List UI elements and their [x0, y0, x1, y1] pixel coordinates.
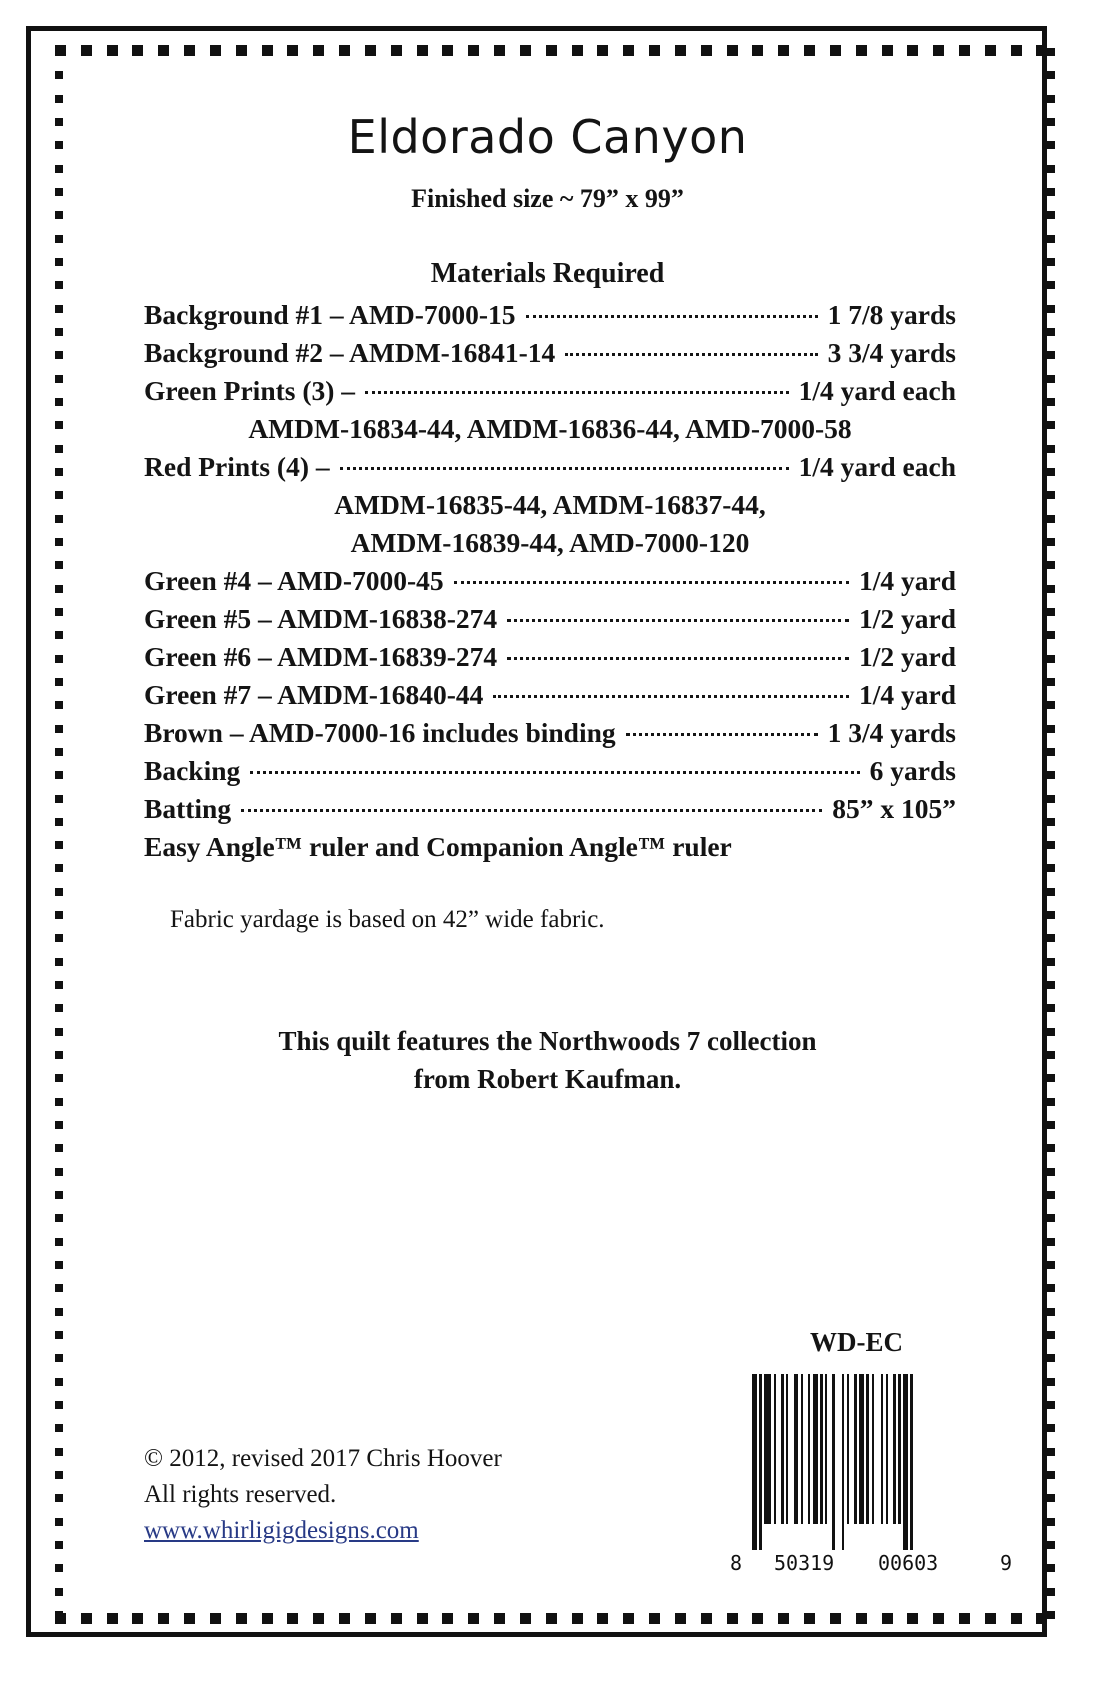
border-square	[55, 1588, 63, 1596]
border-square	[236, 45, 247, 56]
material-quantity: 1/4 yard each	[798, 375, 956, 406]
border-square	[1047, 1494, 1055, 1502]
border-square	[55, 701, 63, 709]
material-row	[144, 410, 956, 448]
border-square	[55, 561, 63, 569]
border-square	[1047, 1238, 1055, 1246]
material-row	[144, 638, 956, 676]
border-square	[55, 585, 63, 593]
border-square	[1047, 748, 1055, 756]
border-square	[1047, 911, 1055, 919]
material-label: Brown – AMD-7000-16 includes binding	[144, 717, 616, 748]
barcode-bar	[903, 1374, 908, 1550]
border-square	[55, 841, 63, 849]
border-square	[494, 1613, 505, 1624]
border-square	[1047, 1564, 1055, 1572]
border-square	[1047, 538, 1055, 546]
border-square	[1047, 1214, 1055, 1222]
barcode-bar	[813, 1374, 818, 1524]
barcode-bar	[854, 1374, 857, 1524]
border-square	[1011, 45, 1022, 56]
border-square	[1047, 1611, 1055, 1619]
border-square	[55, 795, 63, 803]
border-square	[1047, 235, 1055, 243]
border-square	[520, 1613, 531, 1624]
border-square	[365, 1613, 376, 1624]
border-square	[55, 1518, 63, 1526]
border-square	[55, 1471, 63, 1479]
border-square	[1047, 1354, 1055, 1362]
material-label: Green #6 – AMDM-16839-274	[144, 641, 498, 672]
border-square	[55, 165, 63, 173]
border-square	[210, 1613, 221, 1624]
border-square	[1047, 445, 1055, 453]
border-square	[1047, 351, 1055, 359]
dot-leader	[340, 467, 789, 470]
border-square	[158, 1613, 169, 1624]
border-square	[132, 1613, 143, 1624]
barcode-digit-last: 9	[1000, 1551, 1013, 1575]
border-square	[55, 1004, 63, 1012]
border-square	[649, 45, 660, 56]
border-square	[391, 45, 402, 56]
finished-size: Finished size ~ 79” x 99”	[411, 184, 684, 213]
border-square	[55, 1168, 63, 1176]
border-square	[55, 1401, 63, 1409]
border-square	[1047, 1331, 1055, 1339]
border-square	[55, 1378, 63, 1386]
material-quantity: 1 3/4 yards	[827, 717, 956, 748]
material-label: Green #5 – AMDM-16838-274	[144, 603, 498, 634]
border-square	[1047, 1448, 1055, 1456]
border-square	[572, 45, 583, 56]
border-square	[132, 45, 143, 56]
material-quantity: 1/4 yard	[858, 679, 956, 710]
border-square	[1047, 48, 1055, 56]
border-square	[1047, 608, 1055, 616]
barcode-bar	[752, 1374, 757, 1550]
copyright-line-1: © 2012, revised 2017 Chris Hoover	[144, 1445, 502, 1472]
border-square	[1047, 515, 1055, 523]
barcode-bar	[898, 1374, 901, 1524]
border-square	[107, 45, 118, 56]
border-square	[55, 1611, 63, 1619]
material-label: AMDM-16834-44, AMDM-16836-44, AMD-7000-58	[248, 413, 852, 444]
border-square	[1047, 1308, 1055, 1316]
border-square	[287, 45, 298, 56]
border-square	[1047, 841, 1055, 849]
border-square	[55, 678, 63, 686]
border-square	[55, 1448, 63, 1456]
border-square	[1047, 561, 1055, 569]
border-square	[778, 1613, 789, 1624]
border-square	[55, 351, 63, 359]
border-square	[907, 45, 918, 56]
feature-line-2: from Robert Kaufman.	[413, 1064, 682, 1094]
border-square	[1047, 71, 1055, 79]
dot-leader	[626, 733, 818, 736]
material-label: Green #7 – AMDM-16840-44	[144, 679, 484, 710]
border-square	[81, 1613, 92, 1624]
barcode-bar	[825, 1374, 827, 1524]
border-square	[55, 1238, 63, 1246]
border-square	[442, 45, 453, 56]
border-square	[55, 1424, 63, 1432]
border-square	[262, 1613, 273, 1624]
barcode	[728, 1370, 1013, 1575]
material-row	[144, 334, 956, 372]
border-square	[701, 45, 712, 56]
border-square	[1047, 771, 1055, 779]
material-row	[144, 790, 956, 828]
material-row	[144, 600, 956, 638]
material-label: Red Prints (4) –	[144, 451, 330, 482]
border-square	[959, 1613, 970, 1624]
border-square	[1047, 1378, 1055, 1386]
border-square	[158, 45, 169, 56]
border-square	[1047, 1098, 1055, 1106]
border-square	[417, 1613, 428, 1624]
border-square	[55, 1214, 63, 1222]
border-square	[55, 1564, 63, 1572]
border-square	[55, 95, 63, 103]
barcode-bars	[752, 1374, 996, 1554]
material-row	[144, 486, 956, 524]
barcode-bar	[886, 1374, 888, 1524]
border-square	[830, 1613, 841, 1624]
border-square	[1047, 678, 1055, 686]
copyright-line-2: All rights reserved.	[144, 1481, 337, 1508]
border-square	[830, 45, 841, 56]
border-square	[1047, 864, 1055, 872]
border-square	[804, 45, 815, 56]
border-square	[1047, 375, 1055, 383]
border-square	[546, 45, 557, 56]
border-square	[1047, 398, 1055, 406]
border-square	[1047, 1424, 1055, 1432]
barcode-digit-group-2: 00603	[878, 1551, 939, 1575]
border-square	[1047, 934, 1055, 942]
barcode-bar	[847, 1374, 849, 1524]
border-square	[468, 1613, 479, 1624]
material-row	[144, 828, 956, 866]
border-square	[675, 45, 686, 56]
border-square	[1047, 888, 1055, 896]
material-quantity: 1 7/8 yards	[827, 299, 956, 330]
material-quantity: 1/4 yard each	[798, 451, 956, 482]
pattern-title: Eldorado Canyon	[347, 110, 748, 164]
material-label: AMDM-16839-44, AMD-7000-120	[350, 527, 750, 558]
border-square	[675, 1613, 686, 1624]
border-square	[1036, 1613, 1047, 1624]
dot-leader	[565, 353, 817, 356]
border-square	[1047, 1471, 1055, 1479]
border-square	[623, 45, 634, 56]
border-square	[1047, 958, 1055, 966]
border-square	[1047, 1144, 1055, 1152]
barcode-digit-first: 8	[730, 1551, 743, 1575]
border-square	[1047, 818, 1055, 826]
border-square	[313, 45, 324, 56]
border-square	[55, 421, 63, 429]
material-label: Green #4 – AMD-7000-45	[144, 565, 444, 596]
border-square	[55, 981, 63, 989]
material-quantity: 3 3/4 yards	[827, 337, 956, 368]
border-square	[907, 1613, 918, 1624]
border-square	[1047, 1168, 1055, 1176]
border-square	[1047, 1541, 1055, 1549]
border-square	[1047, 1588, 1055, 1596]
border-square	[520, 45, 531, 56]
border-square	[210, 45, 221, 56]
border-square	[597, 45, 608, 56]
border-square	[184, 45, 195, 56]
border-square	[81, 45, 92, 56]
border-square	[933, 45, 944, 56]
copyright-block	[144, 1441, 502, 1549]
border-square	[55, 305, 63, 313]
border-square	[468, 45, 479, 56]
border-square	[391, 1613, 402, 1624]
border-square	[55, 725, 63, 733]
border-square	[959, 45, 970, 56]
barcode-bar	[781, 1374, 784, 1524]
border-square	[856, 1613, 867, 1624]
border-square	[184, 1613, 195, 1624]
border-square	[933, 1613, 944, 1624]
barcode-bar	[759, 1374, 762, 1550]
website-link[interactable]: www.whirligigdesigns.com	[144, 1517, 419, 1544]
border-square	[107, 1613, 118, 1624]
material-quantity: 85” x 105”	[832, 793, 956, 824]
border-square	[55, 1331, 63, 1339]
product-code: WD-EC	[810, 1327, 903, 1357]
decorative-border-top	[55, 45, 1048, 57]
border-square	[752, 45, 763, 56]
border-square	[1047, 655, 1055, 663]
material-label: Easy Angle™ ruler and Companion Angle™ ruler	[144, 831, 732, 862]
barcode-bar	[910, 1374, 913, 1550]
border-square	[339, 1613, 350, 1624]
border-square	[1047, 701, 1055, 709]
material-label: AMDM-16835-44, AMDM-16837-44,	[334, 489, 766, 520]
feature-line-1: This quilt features the Northwoods 7 collection	[278, 1026, 817, 1056]
border-square	[55, 235, 63, 243]
border-square	[55, 48, 63, 56]
border-square	[55, 748, 63, 756]
border-square	[442, 1613, 453, 1624]
border-square	[1047, 1004, 1055, 1012]
border-square	[262, 45, 273, 56]
barcode-bar	[764, 1374, 771, 1524]
border-square	[55, 71, 63, 79]
barcode-bar	[794, 1374, 797, 1524]
border-square	[55, 864, 63, 872]
border-square	[55, 934, 63, 942]
dot-leader	[493, 695, 849, 698]
border-square	[55, 771, 63, 779]
border-square	[55, 445, 63, 453]
dot-leader	[507, 657, 849, 660]
dot-leader	[365, 391, 789, 394]
border-square	[882, 45, 893, 56]
border-square	[55, 1541, 63, 1549]
border-square	[55, 1191, 63, 1199]
border-square	[804, 1613, 815, 1624]
border-square	[55, 818, 63, 826]
border-square	[1047, 585, 1055, 593]
border-square	[1047, 1121, 1055, 1129]
barcode-bar	[832, 1374, 835, 1550]
border-square	[1047, 631, 1055, 639]
border-square	[727, 45, 738, 56]
border-square	[55, 538, 63, 546]
material-row	[144, 562, 956, 600]
border-square	[339, 45, 350, 56]
material-quantity: 1/2 yard	[858, 603, 956, 634]
border-square	[1047, 328, 1055, 336]
border-square	[727, 1613, 738, 1624]
dot-leader	[507, 619, 849, 622]
border-square	[985, 45, 996, 56]
border-square	[55, 328, 63, 336]
border-square	[55, 1308, 63, 1316]
border-square	[55, 911, 63, 919]
border-square	[752, 1613, 763, 1624]
material-quantity: 6 yards	[869, 755, 956, 786]
barcode-bar	[866, 1374, 869, 1524]
dot-leader	[454, 581, 849, 584]
border-square	[1047, 725, 1055, 733]
border-square	[1047, 1518, 1055, 1526]
border-square	[494, 45, 505, 56]
material-row	[144, 714, 956, 752]
border-square	[236, 1613, 247, 1624]
border-square	[1047, 795, 1055, 803]
border-square	[1047, 1284, 1055, 1292]
border-square	[287, 1613, 298, 1624]
border-square	[417, 45, 428, 56]
border-square	[1047, 1401, 1055, 1409]
material-quantity: 1/2 yard	[858, 641, 956, 672]
border-square	[55, 1284, 63, 1292]
barcode-bar	[786, 1374, 788, 1524]
border-square	[1047, 95, 1055, 103]
border-square	[55, 958, 63, 966]
border-square	[313, 1613, 324, 1624]
barcode-bar	[801, 1374, 803, 1524]
border-square	[55, 491, 63, 499]
border-square	[55, 1121, 63, 1129]
material-label: Batting	[144, 793, 232, 824]
border-square	[1047, 1191, 1055, 1199]
decorative-border-bottom	[55, 1613, 1048, 1625]
border-square	[1011, 1613, 1022, 1624]
border-square	[1047, 305, 1055, 313]
material-row	[144, 448, 956, 486]
border-square	[1047, 468, 1055, 476]
border-square	[1047, 491, 1055, 499]
border-square	[985, 1613, 996, 1624]
border-square	[55, 608, 63, 616]
border-square	[55, 468, 63, 476]
border-square	[55, 1354, 63, 1362]
dot-leader	[241, 809, 822, 812]
border-square	[55, 375, 63, 383]
border-square	[55, 1098, 63, 1106]
border-square	[546, 1613, 557, 1624]
material-row	[144, 676, 956, 714]
materials-list	[144, 296, 956, 866]
border-square	[55, 1494, 63, 1502]
border-square	[1047, 1261, 1055, 1269]
dot-leader	[526, 315, 818, 318]
border-square	[882, 1613, 893, 1624]
yardage-note: Fabric yardage is based on 42” wide fabric.	[170, 906, 605, 933]
material-label: Backing	[144, 755, 241, 786]
border-square	[1047, 421, 1055, 429]
barcode-bar	[859, 1374, 864, 1524]
material-label: Green Prints (3) –	[144, 375, 356, 406]
material-row	[144, 752, 956, 790]
border-square	[1047, 165, 1055, 173]
border-square	[856, 45, 867, 56]
barcode-bar	[820, 1374, 823, 1524]
material-row	[144, 524, 956, 562]
border-square	[55, 631, 63, 639]
border-square	[55, 1261, 63, 1269]
material-quantity: 1/4 yard	[858, 565, 956, 596]
barcode-bar	[881, 1374, 883, 1524]
barcode-bar	[774, 1374, 776, 1524]
border-square	[55, 398, 63, 406]
border-square	[597, 1613, 608, 1624]
material-row	[144, 372, 956, 410]
border-square	[649, 1613, 660, 1624]
border-square	[778, 45, 789, 56]
border-square	[55, 1144, 63, 1152]
material-label: Background #2 – AMDM-16841-14	[144, 337, 556, 368]
border-square	[365, 45, 376, 56]
barcode-bar	[808, 1374, 810, 1524]
border-square	[623, 1613, 634, 1624]
border-square	[55, 515, 63, 523]
border-square	[55, 655, 63, 663]
material-label: Background #1 – AMD-7000-15	[144, 299, 516, 330]
dot-leader	[250, 771, 859, 774]
materials-heading: Materials Required	[430, 258, 665, 289]
barcode-bar	[872, 1374, 874, 1524]
barcode-bar	[893, 1374, 896, 1524]
material-row	[144, 296, 956, 334]
border-square	[55, 888, 63, 896]
barcode-digit-group-1: 50319	[774, 1551, 835, 1575]
collection-feature	[0, 1022, 1095, 1098]
barcode-bar	[842, 1374, 844, 1550]
border-square	[701, 1613, 712, 1624]
border-square	[572, 1613, 583, 1624]
border-square	[1036, 45, 1047, 56]
border-square	[1047, 981, 1055, 989]
